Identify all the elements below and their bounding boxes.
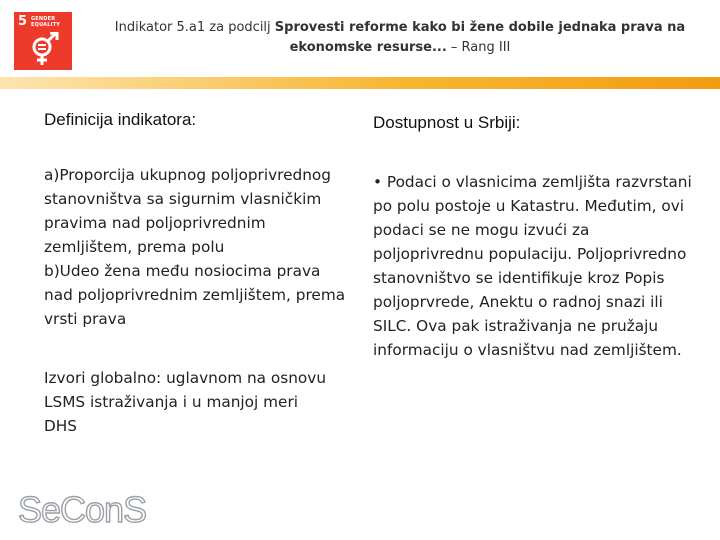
sdg-label	[31, 16, 60, 28]
secons-logo	[14, 488, 147, 532]
definition-para-b: b)Udeo žena među nosiocima prava nad poljoprivrednim zemljištem, prema vrsti prava	[44, 262, 346, 328]
slide-title	[90, 18, 710, 58]
definition-para-a: a)Proporcija ukupnog poljoprivrednog stanovništva sa sigurnim vlasničkim pravima nad poljoprivrednim zemljištem, prema polu	[44, 166, 331, 256]
definition-heading: Definicija indikatora:	[44, 110, 197, 129]
title-bold-2: ekonomske resurse...	[289, 40, 447, 55]
sdg-5-badge	[14, 12, 72, 70]
title-bold: Sprovesti reforme kako bi žene dobile jednaka prava na	[274, 20, 686, 35]
sources-text: Izvori globalno: uglavnom na osnovu LSMS istraživanja i u manjoj meri DHS	[44, 369, 327, 435]
title-line2	[90, 38, 710, 58]
sdg-number: 5	[18, 14, 28, 29]
availability-heading: Dostupnost u Srbiji:	[373, 113, 521, 132]
sdg-label-line1: GENDER	[31, 16, 56, 22]
title-line1	[90, 18, 710, 38]
gender-equality-icon	[28, 32, 60, 66]
title-prefix: Indikator 5.a1 za podcilj	[114, 20, 275, 35]
availability-text: • Podaci o vlasnicima zemljišta razvrstani po polu postoje u Katastru. Međutim, ovi podaci se ne mogu izvući za poljoprivrednu populaciju. Poljoprivredno stanovništvo se identifikuje kroz Popis poljoprvrede, Anektu o radnoj snazi ili SILC. Ova pak istraživanja ne pružaju informaciju o vlasništvu nad zemljištem.	[373, 173, 692, 359]
sdg-label-line2: EQUALITY	[31, 22, 61, 28]
definition-text	[44, 163, 349, 331]
header-divider-bar	[0, 77, 720, 89]
logo-text: SeConS	[18, 489, 147, 530]
title-suffix: – Rang III	[446, 40, 511, 55]
